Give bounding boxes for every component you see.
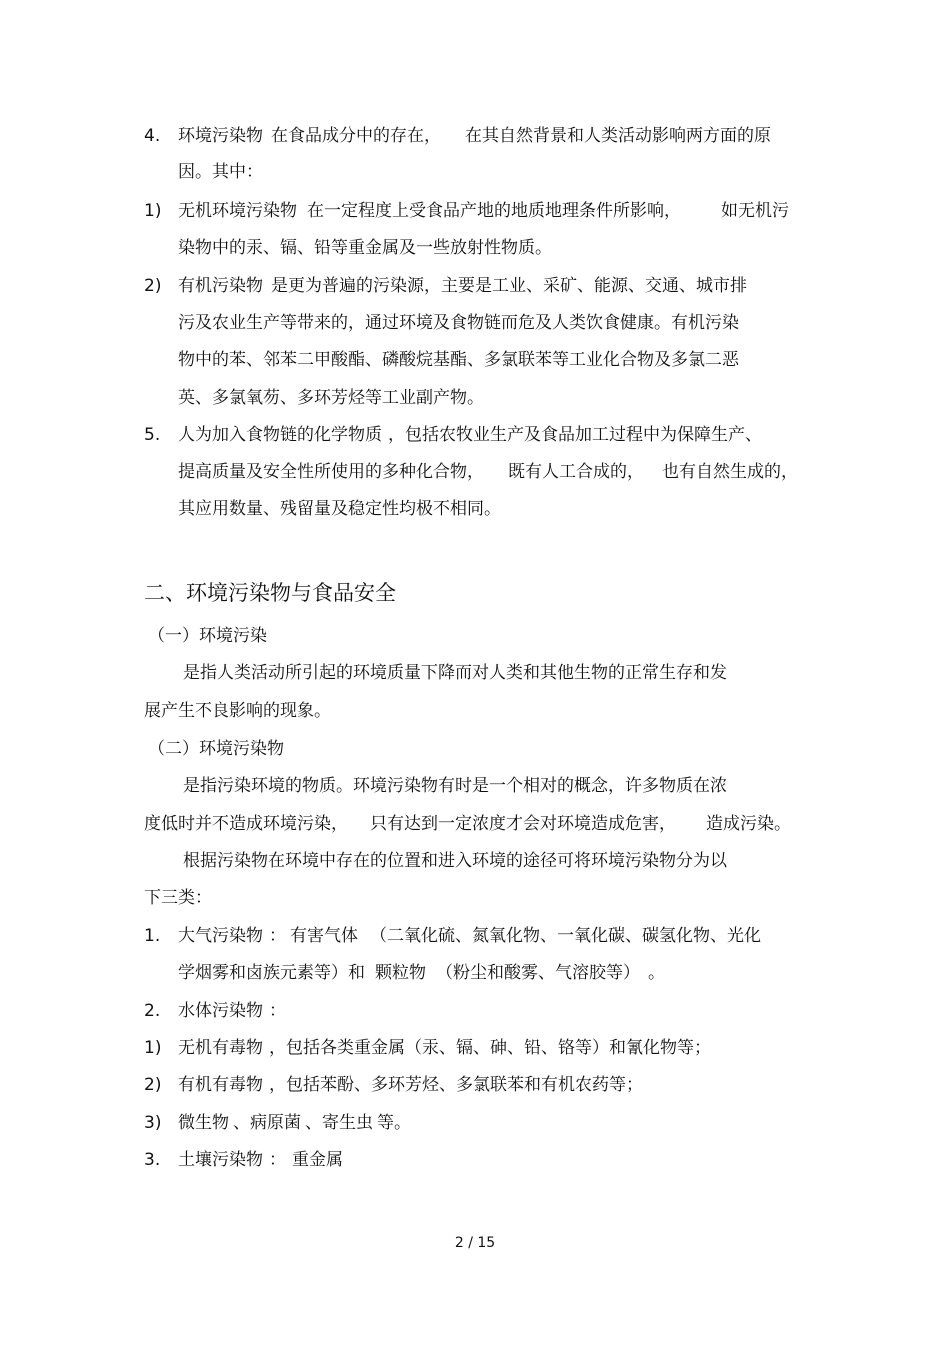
- paragraph-line: 英、多氯氧芴、多环芳烃等工业副产物。: [178, 388, 484, 408]
- total-pages: 15: [477, 1235, 496, 1251]
- text: 在食品成分中的存在，: [271, 126, 441, 146]
- text: ：: [269, 1001, 286, 1021]
- term: 有害气体: [290, 926, 358, 946]
- paragraph-line: 下三类：: [144, 888, 212, 908]
- paragraph-line: 是指污染环境的物质。环境污染物有时是一个相对的概念，许多物质在浓: [183, 776, 727, 796]
- paragraph-line: [178, 962, 665, 984]
- text: ，包括农牧业生产及食品加工过程中为保障生产、: [388, 425, 762, 445]
- text: ：: [269, 1150, 286, 1170]
- paragraph-line: [178, 125, 771, 147]
- text: 只有达到一定浓度才会对环境造成危害，: [370, 814, 676, 834]
- text: 在其自然背景和人类活动影响两方面的原: [465, 126, 771, 146]
- text: ：: [269, 926, 286, 946]
- term: 大气污染物: [178, 926, 263, 946]
- paragraph-line: [178, 1074, 643, 1096]
- term: 、病原菌: [233, 1113, 301, 1133]
- text: 在一定程度上受食品产地的地质地理条件所影响，: [307, 201, 681, 221]
- term: 人为加入食物链的化学物质: [178, 425, 382, 445]
- paragraph-line: [178, 1149, 343, 1171]
- paragraph-line: [178, 200, 789, 222]
- list-number: 2): [144, 276, 162, 296]
- paragraph-line: [178, 1000, 286, 1022]
- paragraph-line: [178, 275, 747, 297]
- text: 等。: [377, 1113, 411, 1133]
- text: （粉尘和酸雾、气溶胶等）: [436, 963, 640, 983]
- text: 学烟雾和卤族元素等）和: [178, 963, 365, 983]
- paragraph-line: [178, 461, 798, 483]
- text: 。: [648, 963, 665, 983]
- paragraph-line: 展产生不良影响的现象。: [144, 701, 331, 721]
- list-number: 2): [144, 1075, 162, 1095]
- text: 如无机污: [721, 201, 789, 221]
- paragraph-line: [144, 813, 791, 835]
- text: 提高质量及安全性所使用的多种化合物，: [178, 462, 484, 482]
- list-number: 1): [144, 201, 162, 221]
- text: 度低时并不造成环境污染，: [144, 814, 348, 834]
- list-number: 1): [144, 1038, 162, 1058]
- list-number: 5.: [144, 425, 161, 445]
- term: 土壤污染物: [178, 1150, 263, 1170]
- subsection-title: （一）环境污染: [148, 626, 267, 646]
- term: 有机有毒物: [178, 1075, 263, 1095]
- paragraph-line: 根据污染物在环境中存在的位置和进入环境的途径可将环境污染物分为以: [183, 851, 727, 871]
- list-number: 3): [144, 1113, 162, 1133]
- page-separator: /: [468, 1235, 473, 1251]
- page-number: [0, 1234, 950, 1252]
- list-number: 4.: [144, 126, 161, 146]
- term: 无机环境污染物: [178, 201, 297, 221]
- text: 是更为普遍的污染源，主要是工业、采矿、能源、交通、城市排: [271, 276, 747, 296]
- term: 环境污染物: [178, 126, 263, 146]
- paragraph-line: 物中的苯、邻苯二甲酸酯、磷酸烷基酯、多氯联苯等工业化合物及多氯二恶: [178, 350, 739, 370]
- term: 颗粒物: [375, 963, 426, 983]
- term: 有机污染物: [178, 276, 263, 296]
- term: 水体污染物: [178, 1001, 263, 1021]
- text: （二氧化硫、氮氧化物、一氧化碳、碳氢化物、光化: [370, 926, 761, 946]
- subsection-title: （二）环境污染物: [148, 739, 284, 759]
- paragraph-line: [178, 925, 761, 947]
- paragraph-line: 污及农业生产等带来的，通过环境及食物链而危及人类饮食健康。有机污染: [178, 313, 739, 333]
- text: ，包括苯酚、多环芳烃、多氯联苯和有机农药等；: [269, 1075, 643, 1095]
- list-number: 2.: [144, 1001, 161, 1021]
- paragraph-line: 是指人类活动所引起的环境质量下降而对人类和其他生物的正常生存和发: [183, 663, 727, 683]
- list-number: 1.: [144, 926, 161, 946]
- term: 微生物: [178, 1113, 229, 1133]
- term: 无机有毒物: [178, 1038, 263, 1058]
- paragraph-line: [178, 1112, 411, 1134]
- term: 、寄生虫: [305, 1113, 373, 1133]
- text: 造成污染。: [706, 814, 791, 834]
- current-page: 2: [454, 1235, 464, 1251]
- paragraph-line: 染物中的汞、镉、铅等重金属及一些放射性物质。: [178, 238, 552, 258]
- paragraph-line: 其应用数量、残留量及稳定性均极不相同。: [178, 499, 501, 519]
- text: ，包括各类重金属（汞、镉、砷、铅、铬等）和氰化物等；: [269, 1038, 711, 1058]
- text: 也有自然生成的，: [662, 462, 798, 482]
- paragraph-line: [178, 1037, 711, 1059]
- section-heading: 二、环境污染物与食品安全: [144, 581, 396, 605]
- list-number: 3.: [144, 1150, 161, 1170]
- paragraph-line: 因。其中：: [178, 162, 263, 182]
- paragraph-line: [178, 424, 762, 446]
- text: 既有人工合成的，: [508, 462, 644, 482]
- term: 重金属: [292, 1150, 343, 1170]
